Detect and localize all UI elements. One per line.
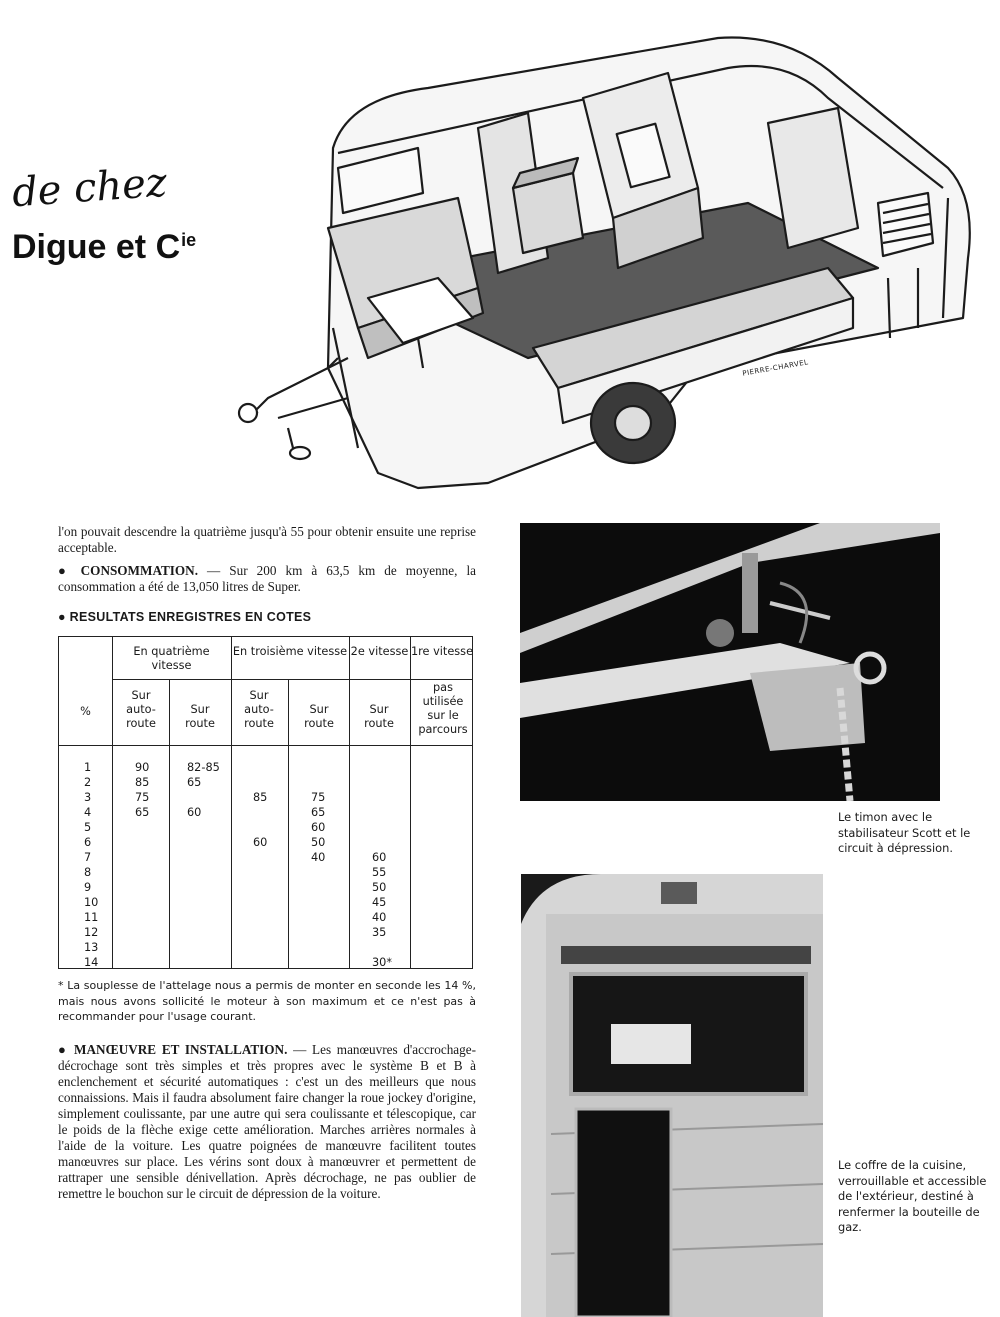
bullet-icon: ● xyxy=(58,1042,69,1057)
header-1-note: pas utilisée sur le parcours xyxy=(418,681,468,736)
illustrator-signature: PIERRE-CHARVEL xyxy=(741,358,810,378)
header-q-route: Sur route xyxy=(185,703,215,730)
results-table xyxy=(58,636,473,969)
manoeuvre-paragraph xyxy=(58,1042,476,1202)
bullet-icon: ● xyxy=(58,610,66,624)
header-troisieme: En troisième vitesse xyxy=(232,645,348,658)
manoeuvre-text: — Les manœuvres d'accrochage-décrochage sont très simples et très propres avec le système B et B à enclenchement et sécurité automatiques : c'est un des meilleurs que nous connaissions. Mais il faudra absolument faire changer la roue jockey d'origine, simplement coulissante, par une autre qui sera coulissante et télescopique, car le poids de la flèche exige cette amélioration. Marches arrières normales à l'aide de la voiture. Les quatre poignées de manœuvre facilitent toutes manœuvres sur place. Les vérins sont doux à manœuvrer et permettent de rattraper une sensible dénivellation. Après décrochage, ne pas oublier de remettre le bouchon sur le circuit de dépression de la voiture. xyxy=(58,1042,476,1201)
script-subtitle: de chez xyxy=(10,159,169,217)
drawbar-caption: Le timon avec le stabilisateur Scott et le circuit à dépression. xyxy=(838,810,971,855)
table-footnote: * La souplesse de l'attelage nous a permis de monter en seconde les 14 %, mais nous avons sollicité le moteur à son maximum et ce n'est pas à recommander pour l'usage courant. xyxy=(58,979,476,1023)
header-t-route: Sur route xyxy=(304,703,334,730)
col-q-route: 82-85 65 60 xyxy=(187,761,220,819)
col-t-route: 75 65 60 50 40 xyxy=(311,791,326,864)
header-q-auto: Sur auto-route xyxy=(126,689,156,730)
header-percent: % xyxy=(80,705,91,718)
col-q-auto: 90 85 75 65 xyxy=(135,761,150,819)
header-deuxieme: 2e vitesse xyxy=(350,645,409,658)
header-2-route: Sur route xyxy=(364,703,394,730)
bullet-icon: ● xyxy=(58,563,72,578)
intro-paragraph: l'on pouvait descendre la quatrième jusqu'à 55 pour obtenir ensuite une reprise acceptable. xyxy=(58,524,476,555)
col-t-auto: 85 60 xyxy=(253,791,268,849)
header-premiere: 1re vitesse xyxy=(410,645,474,658)
consommation-label: CONSOMMATION. xyxy=(80,563,198,578)
consommation-paragraph xyxy=(58,563,476,595)
header-t-auto: Sur auto-route xyxy=(244,689,274,730)
resultats-heading: ● RESULTATS ENREGISTRES EN COTES xyxy=(58,610,312,624)
locker-caption: Le coffre de la cuisine, verrouillable et accessible de l'extérieur, destiné à renfermer la bouteille de gaz. xyxy=(838,1158,987,1234)
consommation-text: — Sur 200 km à 63,5 km de moyenne, la consommation a été de 13,050 litres de Super. xyxy=(58,563,476,594)
kitchen-locker-photo xyxy=(521,874,823,1317)
col-percent: 1 2 3 4 5 6 7 8 9 10 11 12 13 14 xyxy=(84,761,99,969)
col-2-route: 60 55 50 45 40 35 30* xyxy=(372,851,393,969)
caravan-cutaway-illustration xyxy=(228,28,980,498)
drawbar-photo xyxy=(520,523,940,801)
manoeuvre-label: MANŒUVRE ET INSTALLATION. xyxy=(74,1042,288,1057)
header-quatrieme: En quatrième vitesse xyxy=(133,645,210,672)
page-title: Digue et $C^{ie}$ xyxy=(12,228,197,266)
